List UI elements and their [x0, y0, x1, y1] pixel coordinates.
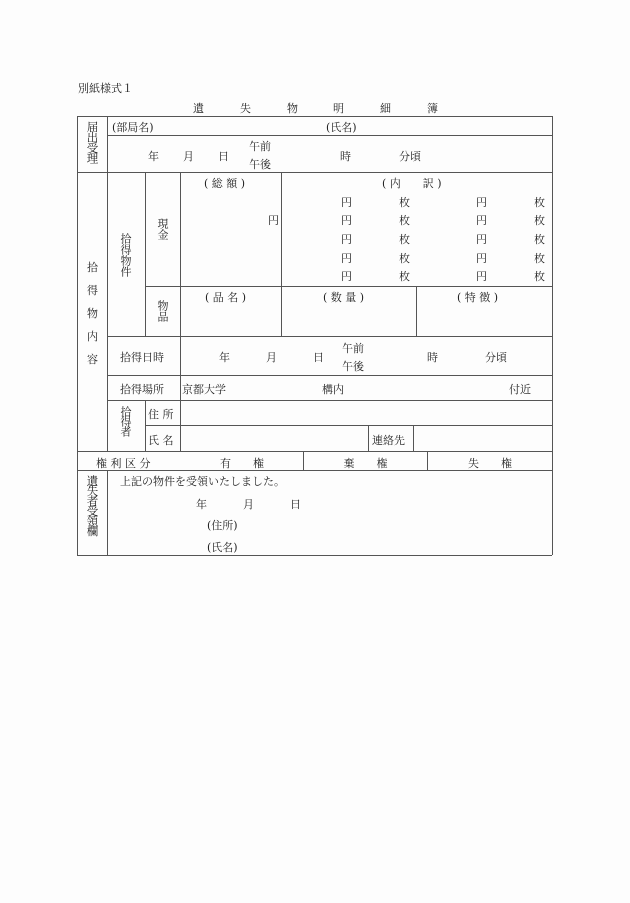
finder-name-field[interactable]	[181, 426, 367, 450]
finder-address-field[interactable]	[181, 401, 551, 424]
finder-contact-label: 連絡先	[372, 434, 405, 447]
receiver-name-field[interactable]: (氏名)	[326, 121, 357, 134]
rights-label: 権 利 区 分	[96, 457, 151, 470]
finder-name-label: 氏 名	[148, 434, 174, 447]
finder-label: 拾得者	[119, 406, 132, 436]
cash-breakdown-header: ( 内 訳 )	[382, 177, 442, 190]
reception-label: 届出受理	[85, 121, 100, 163]
receipt-name-field[interactable]: (氏名)	[207, 541, 238, 554]
owner-receipt-label: 遺失者受領欄	[85, 475, 100, 535]
goods-name-header: ( 品 名 )	[205, 291, 247, 304]
finder-address-label: 住 所	[148, 408, 174, 421]
cash-total-header: ( 総 額 )	[204, 177, 246, 190]
goods-quantity-header: ( 数 量 )	[323, 291, 365, 304]
rights-option-retain[interactable]: 有 権	[220, 457, 264, 470]
rights-option-forfeit[interactable]: 失 権	[468, 457, 512, 470]
cash-label: 現金	[156, 218, 169, 240]
form-number: 別紙様式１	[78, 82, 133, 95]
receipt-address-field[interactable]: (住所)	[207, 519, 238, 532]
rights-option-waive[interactable]: 棄 権	[343, 457, 388, 470]
found-datetime-label: 拾得日時	[120, 351, 164, 364]
cash-total-unit[interactable]: 円	[268, 214, 279, 227]
receipt-statement: 上記の物件を受領いたしました。	[120, 475, 285, 488]
goods-label: 物品	[156, 300, 169, 322]
goods-feature-header: ( 特 徴 )	[457, 291, 499, 304]
department-field[interactable]: (部局名)	[112, 121, 154, 134]
found-place-label: 拾得場所	[120, 383, 164, 396]
finder-contact-field[interactable]	[414, 426, 551, 450]
found-item-label: 拾得物件	[119, 233, 132, 277]
